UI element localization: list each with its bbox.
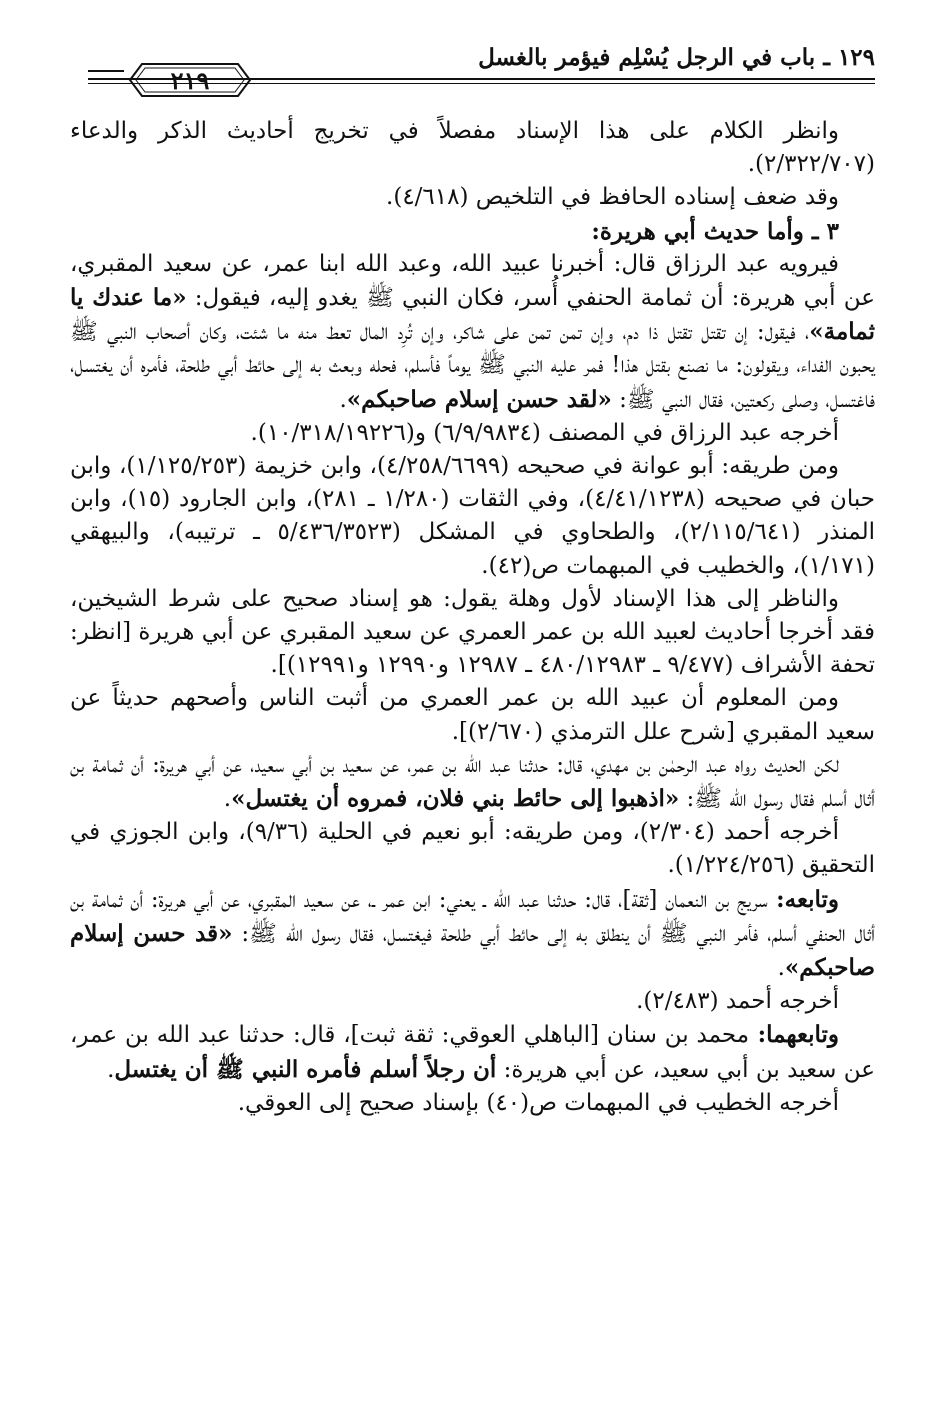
header-rule bbox=[88, 78, 875, 84]
paragraph-text: وانظر الكلام على هذا الإسناد مفصلاً في تخريج أحاديث الذكر والدعاء (٢/٣٢٢/٧٠٧). bbox=[70, 118, 875, 178]
paragraph-text: . bbox=[107, 1056, 115, 1083]
body-paragraph bbox=[70, 248, 875, 417]
body-paragraph bbox=[70, 1018, 875, 1086]
body-paragraph bbox=[70, 417, 875, 450]
paragraph-text: . bbox=[339, 386, 347, 413]
body-paragraph bbox=[70, 682, 875, 748]
paragraph-text: وقد ضعف إسناده الحافظ في التلخيص (٤/٦١٨). bbox=[386, 184, 839, 211]
paragraph-text: ٣ ـ وأما حديث أبي هريرة: bbox=[591, 217, 839, 245]
paragraph-text: فيرويه عبد الرزاق قال: أخبرنا عبيد الله، وعبد الله ابنا عمر، عن سعيد المقبري، عن أبي هريرة: أن ثمامة الحنفي أُسر، فكان النبي ﷺ يغدو إليه، فيقول: bbox=[70, 250, 875, 312]
bold-text: وتابعهما: bbox=[749, 1021, 839, 1049]
page-body bbox=[70, 115, 875, 1120]
paragraph-text: ومن طريقه: أبو عوانة في صحيحه (٤/٢٥٨/٦٦٩٩)، وابن خزيمة (١/١٢٥/٢٥٣)، وابن حبان في صحيحه (٤/٤١/١٢٣٨)، وفي الثقات (١/٢٨٠ ـ ٢٨١)، وابن الجارود (١٥)، وابن المنذر (٢/١١٥/٦٤١)، والطحاوي في المشكل (٥/٤٣٦/٣٥٢٣ ـ ترتيبه)، والبيهقي (١/١٧١)، والخطيب في المبهمات ص(٤٢). bbox=[70, 453, 875, 579]
paragraph-text: والناظر إلى هذا الإسناد لأول وهلة يقول: هو إسناد صحيح على شرط الشيخين، فقد أخرجا أحاديث لعبيد الله بن عمر العمري عن سعيد المقبري عن أبي هريرة [انظر: تحفة الأشراف (٩/٤٧٧ ـ ٤٨٠/١٢٩٨٣ ـ ١٢٩٨٧ و١٢٩٩٠ و١٢٩٩١)]. bbox=[70, 585, 875, 679]
paragraph-text: ومن المعلوم أن عبيد الله بن عمر العمري من أثبت الناس وأصحهم حديثاً عن سعيد المقبري [شرح علل الترمذي (٢/٦٧٠)]. bbox=[70, 685, 875, 745]
body-paragraph bbox=[70, 583, 875, 683]
body-paragraph bbox=[70, 450, 875, 583]
bold-text: «اذهبوا إلى حائط بني فلان، فمروه أن يغتسل» bbox=[231, 785, 680, 813]
paragraph-text: أخرجه عبد الرزاق في المصنف (٦/٩/٩٨٣٤) و(١٠/٣١٨/١٩٢٢٦). bbox=[250, 419, 839, 446]
page-number: ٢١٩ bbox=[170, 66, 210, 95]
paragraph-text: . bbox=[223, 786, 232, 813]
bold-text: «قد حسن إسلام صاحبكم» bbox=[70, 919, 875, 982]
body-paragraph bbox=[70, 181, 875, 214]
paragraph-text: ، فيقول: إن تقتل تقتل ذا دم، وإن تمن تمن على شاكر، وإن تُرِد المال تعط منه ما شئت، وكان أصحاب النبي ﷺ يحبون الفداء، ويقولون: ما نصنع بقتل هذا! فمر عليه النبي ﷺ يوماً فأسلم، فحله وبعث به إلى حائط أبي طلحة، فأمره أن يغتسل، فاغتسل، وصلى ركعتين، فقال النبي ﷺ: bbox=[70, 319, 875, 413]
bold-text: وتابعه: bbox=[767, 885, 839, 913]
paragraph-text: لكن الحديث رواه عبد الرحمٰن بن مهدي، قال: حدثنا عبد الله بن عمر، عن سعيد بن أبي سعيد، عن أبي هريرة: أن ثمامة بن أثال أسلم فقال رسول الله ﷺ: bbox=[70, 751, 875, 813]
paragraph-text: . bbox=[777, 955, 785, 982]
paragraph-text: أخرجه الخطيب في المبهمات ص(٤٠) بإسناد صحيح إلى العوقي. bbox=[237, 1089, 839, 1116]
paragraph-text: سريج بن النعمان [ثقة]، قال: حدثنا عبد الله ـ يعني: ابن عمر ـ، عن سعيد المقبري، عن أبي هريرة: أن ثمامة بن أثال الحنفي أسلم، فأمر النبي ﷺ أن ينطلق به إلى حائط أبي طلحة فيغتسل، فقال رسول الله ﷺ: bbox=[70, 886, 876, 947]
body-paragraph bbox=[70, 749, 875, 816]
body-paragraph bbox=[70, 115, 875, 181]
bold-text: «لقد حسن إسلام صاحبكم» bbox=[346, 385, 612, 413]
body-paragraph bbox=[70, 985, 875, 1018]
chapter-title: ١٢٩ ـ باب في الرجل يُسْلِم فيؤمر بالغسل bbox=[478, 44, 875, 71]
body-paragraph bbox=[70, 816, 875, 882]
body-paragraph bbox=[70, 1087, 875, 1120]
paragraph-text: أخرجه أحمد (٢/٤٨٣). bbox=[636, 988, 839, 1015]
bold-text: «ما عندك يا ثمامة» bbox=[70, 284, 875, 346]
section-heading bbox=[70, 215, 875, 248]
body-paragraph bbox=[70, 883, 875, 986]
paragraph-text: أخرجه أحمد (٢/٣٠٤)، ومن طريقه: أبو نعيم في الحلية (٩/٣٦)، وابن الجوزي في التحقيق (١/٢٢٤/٢٥٦). bbox=[70, 819, 875, 879]
bold-text: أن رجلاً أسلم فأمره النبي ﷺ أن يغتسل bbox=[114, 1055, 497, 1083]
page-header bbox=[88, 38, 875, 110]
paragraph-text: محمد بن سنان [الباهلي العوقي: ثقة ثبت]، قال: حدثنا عبد الله بن عمر، عن سعيد بن أبي سعيد، عن أبي هريرة: bbox=[70, 1022, 875, 1083]
